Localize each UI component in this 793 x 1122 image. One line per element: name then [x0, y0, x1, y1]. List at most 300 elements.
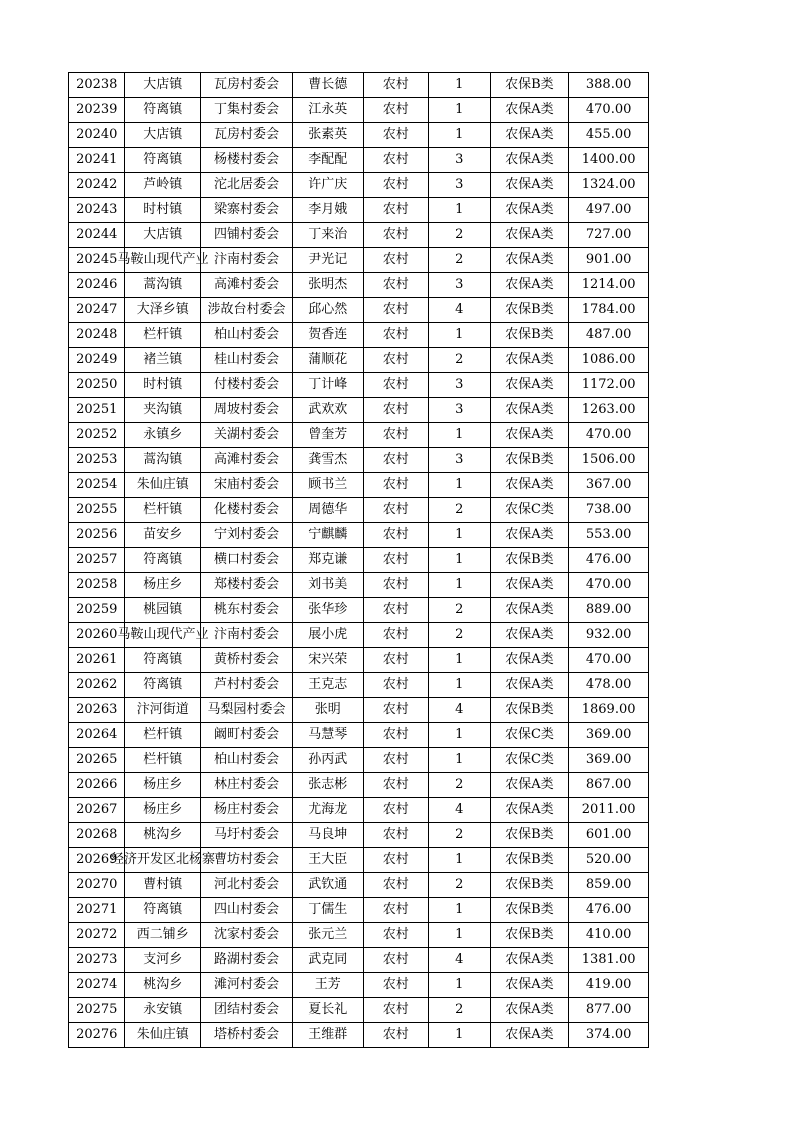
table-row [69, 373, 649, 398]
cell-village: 四铺村委会 [201, 223, 293, 248]
cell-category: 农保B类 [490, 448, 569, 473]
cell-id: 20268 [69, 823, 125, 848]
cell-village: 黄桥村委会 [201, 648, 293, 673]
cell-amount: 727.00 [569, 223, 649, 248]
cell-town: 朱仙庄镇 [125, 1023, 201, 1048]
cell-id: 20260 [69, 623, 125, 648]
cell-category: 农保A类 [490, 273, 569, 298]
cell-type: 农村 [363, 898, 429, 923]
cell-name: 张元兰 [292, 923, 363, 948]
cell-amount: 1381.00 [569, 948, 649, 973]
cell-amount: 1263.00 [569, 398, 649, 423]
table-row [69, 448, 649, 473]
cell-category: 农保A类 [490, 948, 569, 973]
cell-amount: 1324.00 [569, 173, 649, 198]
cell-name: 丁来治 [292, 223, 363, 248]
cell-amount: 374.00 [569, 1023, 649, 1048]
cell-town: 芦岭镇 [125, 173, 201, 198]
cell-name: 邱心然 [292, 298, 363, 323]
cell-town: 杨庄乡 [125, 798, 201, 823]
cell-count: 3 [429, 148, 491, 173]
cell-id: 20265 [69, 748, 125, 773]
cell-type: 农村 [363, 248, 429, 273]
cell-category: 农保A类 [490, 798, 569, 823]
cell-amount: 889.00 [569, 598, 649, 623]
cell-village: 涉故台村委会 [201, 298, 293, 323]
cell-count: 1 [429, 98, 491, 123]
cell-id: 20243 [69, 198, 125, 223]
cell-amount: 470.00 [569, 648, 649, 673]
table-row [69, 898, 649, 923]
cell-amount: 388.00 [569, 73, 649, 98]
cell-town: 夹沟镇 [125, 398, 201, 423]
cell-village: 桂山村委会 [201, 348, 293, 373]
cell-count: 1 [429, 673, 491, 698]
cell-name: 王大臣 [292, 848, 363, 873]
cell-amount: 2011.00 [569, 798, 649, 823]
cell-type: 农村 [363, 623, 429, 648]
cell-name: 宁麒麟 [292, 523, 363, 548]
cell-name: 宋兴荣 [292, 648, 363, 673]
table-row [69, 648, 649, 673]
table-row [69, 873, 649, 898]
cell-town: 汴河街道 [125, 698, 201, 723]
cell-category: 农保A类 [490, 473, 569, 498]
cell-name: 李月娥 [292, 198, 363, 223]
cell-village: 瓦房村委会 [201, 123, 293, 148]
cell-town: 朱仙庄镇 [125, 473, 201, 498]
cell-amount: 487.00 [569, 323, 649, 348]
table-row [69, 98, 649, 123]
table-row [69, 473, 649, 498]
cell-name: 马良坤 [292, 823, 363, 848]
cell-name: 曾奎芳 [292, 423, 363, 448]
cell-name: 张志彬 [292, 773, 363, 798]
cell-name: 武克同 [292, 948, 363, 973]
cell-id: 20258 [69, 573, 125, 598]
table-row [69, 348, 649, 373]
cell-name: 孙丙武 [292, 748, 363, 773]
cell-village: 关湖村委会 [201, 423, 293, 448]
cell-town: 桃沟乡 [125, 973, 201, 998]
cell-amount: 476.00 [569, 898, 649, 923]
cell-type: 农村 [363, 723, 429, 748]
table-row [69, 623, 649, 648]
cell-type: 农村 [363, 98, 429, 123]
cell-name: 展小虎 [292, 623, 363, 648]
cell-id: 20259 [69, 598, 125, 623]
cell-town: 桃园镇 [125, 598, 201, 623]
cell-type: 农村 [363, 573, 429, 598]
cell-id: 20244 [69, 223, 125, 248]
cell-count: 1 [429, 123, 491, 148]
cell-type: 农村 [363, 548, 429, 573]
cell-type: 农村 [363, 673, 429, 698]
cell-name: 郑克谦 [292, 548, 363, 573]
cell-id: 20267 [69, 798, 125, 823]
cell-count: 1 [429, 523, 491, 548]
cell-id: 20255 [69, 498, 125, 523]
table-row [69, 823, 649, 848]
cell-id: 20271 [69, 898, 125, 923]
cell-category: 农保A类 [490, 573, 569, 598]
cell-type: 农村 [363, 73, 429, 98]
cell-town: 符离镇 [125, 898, 201, 923]
cell-count: 4 [429, 948, 491, 973]
cell-type: 农村 [363, 748, 429, 773]
cell-id: 20253 [69, 448, 125, 473]
cell-count: 4 [429, 798, 491, 823]
cell-id: 20262 [69, 673, 125, 698]
cell-name: 王克志 [292, 673, 363, 698]
cell-count: 4 [429, 698, 491, 723]
cell-count: 1 [429, 648, 491, 673]
cell-category: 农保A类 [490, 348, 569, 373]
cell-count: 1 [429, 323, 491, 348]
cell-count: 3 [429, 448, 491, 473]
cell-type: 农村 [363, 923, 429, 948]
cell-village: 马圩村委会 [201, 823, 293, 848]
cell-village: 梁寨村委会 [201, 198, 293, 223]
cell-category: 农保A类 [490, 248, 569, 273]
cell-village: 柏山村委会 [201, 323, 293, 348]
cell-town: 大泽乡镇 [125, 298, 201, 323]
cell-type: 农村 [363, 323, 429, 348]
cell-category: 农保A类 [490, 998, 569, 1023]
cell-town: 时村镇 [125, 373, 201, 398]
cell-amount: 455.00 [569, 123, 649, 148]
cell-id: 20238 [69, 73, 125, 98]
cell-name: 张明杰 [292, 273, 363, 298]
cell-category: 农保A类 [490, 98, 569, 123]
cell-category: 农保A类 [490, 423, 569, 448]
cell-type: 农村 [363, 298, 429, 323]
cell-village: 团结村委会 [201, 998, 293, 1023]
cell-id: 20248 [69, 323, 125, 348]
cell-name: 尹光记 [292, 248, 363, 273]
cell-count: 3 [429, 173, 491, 198]
cell-count: 2 [429, 348, 491, 373]
cell-name: 丁儒生 [292, 898, 363, 923]
cell-id: 20254 [69, 473, 125, 498]
cell-type: 农村 [363, 498, 429, 523]
table-row [69, 198, 649, 223]
cell-amount: 1506.00 [569, 448, 649, 473]
cell-type: 农村 [363, 423, 429, 448]
cell-type: 农村 [363, 798, 429, 823]
cell-village: 郑楼村委会 [201, 573, 293, 598]
cell-type: 农村 [363, 223, 429, 248]
cell-amount: 419.00 [569, 973, 649, 998]
cell-town: 杨庄乡 [125, 573, 201, 598]
cell-amount: 470.00 [569, 573, 649, 598]
cell-count: 2 [429, 598, 491, 623]
cell-town: 西二铺乡 [125, 923, 201, 948]
cell-id: 20270 [69, 873, 125, 898]
cell-town: 马鞍山现代产业 [125, 248, 201, 273]
table-row [69, 548, 649, 573]
cell-category: 农保B类 [490, 548, 569, 573]
cell-amount: 478.00 [569, 673, 649, 698]
cell-amount: 369.00 [569, 723, 649, 748]
cell-village: 沈家村委会 [201, 923, 293, 948]
table-row [69, 498, 649, 523]
cell-village: 芦村村委会 [201, 673, 293, 698]
cell-category: 农保B类 [490, 73, 569, 98]
cell-category: 农保B类 [490, 298, 569, 323]
cell-name: 张明 [292, 698, 363, 723]
cell-count: 3 [429, 398, 491, 423]
cell-count: 2 [429, 498, 491, 523]
cell-name: 武钦通 [292, 873, 363, 898]
cell-amount: 601.00 [569, 823, 649, 848]
cell-name: 王维群 [292, 1023, 363, 1048]
cell-name: 王芳 [292, 973, 363, 998]
cell-amount: 877.00 [569, 998, 649, 1023]
cell-village: 阚町村委会 [201, 723, 293, 748]
cell-amount: 738.00 [569, 498, 649, 523]
cell-town: 符离镇 [125, 548, 201, 573]
table-row [69, 948, 649, 973]
cell-category: 农保C类 [490, 723, 569, 748]
table-row [69, 598, 649, 623]
cell-type: 农村 [363, 948, 429, 973]
cell-type: 农村 [363, 973, 429, 998]
cell-id: 20273 [69, 948, 125, 973]
cell-town: 大店镇 [125, 123, 201, 148]
cell-village: 河北村委会 [201, 873, 293, 898]
cell-type: 农村 [363, 823, 429, 848]
cell-type: 农村 [363, 998, 429, 1023]
cell-town: 永安镇 [125, 998, 201, 1023]
cell-type: 农村 [363, 473, 429, 498]
cell-town: 褚兰镇 [125, 348, 201, 373]
cell-town: 永镇乡 [125, 423, 201, 448]
cell-name: 许广庆 [292, 173, 363, 198]
cell-amount: 476.00 [569, 548, 649, 573]
table-row [69, 723, 649, 748]
cell-amount: 1214.00 [569, 273, 649, 298]
cell-category: 农保B类 [490, 923, 569, 948]
cell-count: 1 [429, 923, 491, 948]
cell-id: 20275 [69, 998, 125, 1023]
cell-id: 20247 [69, 298, 125, 323]
cell-town: 栏杆镇 [125, 323, 201, 348]
cell-village: 丁集村委会 [201, 98, 293, 123]
cell-count: 1 [429, 423, 491, 448]
cell-type: 农村 [363, 1023, 429, 1048]
cell-id: 20264 [69, 723, 125, 748]
table-row [69, 523, 649, 548]
cell-category: 农保A类 [490, 148, 569, 173]
cell-category: 农保B类 [490, 873, 569, 898]
cell-category: 农保A类 [490, 598, 569, 623]
cell-category: 农保B类 [490, 698, 569, 723]
table-row [69, 773, 649, 798]
cell-type: 农村 [363, 348, 429, 373]
cell-village: 宁刘村委会 [201, 523, 293, 548]
cell-name: 曹长德 [292, 73, 363, 98]
cell-count: 2 [429, 223, 491, 248]
cell-id: 20251 [69, 398, 125, 423]
cell-amount: 867.00 [569, 773, 649, 798]
cell-village: 塔桥村委会 [201, 1023, 293, 1048]
cell-count: 1 [429, 748, 491, 773]
cell-id: 20252 [69, 423, 125, 448]
cell-village: 四山村委会 [201, 898, 293, 923]
cell-name: 刘书美 [292, 573, 363, 598]
data-table [68, 72, 649, 1048]
cell-id: 20246 [69, 273, 125, 298]
cell-amount: 470.00 [569, 423, 649, 448]
cell-category: 农保A类 [490, 623, 569, 648]
cell-category: 农保A类 [490, 198, 569, 223]
cell-id: 20272 [69, 923, 125, 948]
cell-town: 符离镇 [125, 648, 201, 673]
cell-type: 农村 [363, 148, 429, 173]
cell-village: 横口村委会 [201, 548, 293, 573]
cell-category: 农保C类 [490, 498, 569, 523]
cell-count: 1 [429, 73, 491, 98]
cell-amount: 1172.00 [569, 373, 649, 398]
cell-category: 农保A类 [490, 523, 569, 548]
cell-village: 周坡村委会 [201, 398, 293, 423]
cell-count: 1 [429, 723, 491, 748]
cell-town: 蒿沟镇 [125, 448, 201, 473]
cell-id: 20242 [69, 173, 125, 198]
cell-amount: 367.00 [569, 473, 649, 498]
cell-id: 20274 [69, 973, 125, 998]
cell-town: 符离镇 [125, 98, 201, 123]
cell-town: 大店镇 [125, 73, 201, 98]
cell-count: 3 [429, 373, 491, 398]
cell-village: 杨庄村委会 [201, 798, 293, 823]
cell-town: 时村镇 [125, 198, 201, 223]
cell-category: 农保B类 [490, 823, 569, 848]
cell-village: 宋庙村委会 [201, 473, 293, 498]
table-row [69, 798, 649, 823]
cell-id: 20250 [69, 373, 125, 398]
cell-id: 20276 [69, 1023, 125, 1048]
table-row [69, 423, 649, 448]
cell-town: 杨庄乡 [125, 773, 201, 798]
table-row [69, 848, 649, 873]
cell-id: 20269 [69, 848, 125, 873]
cell-name: 周德华 [292, 498, 363, 523]
cell-amount: 553.00 [569, 523, 649, 548]
cell-town: 曹村镇 [125, 873, 201, 898]
table-row [69, 673, 649, 698]
cell-category: 农保A类 [490, 648, 569, 673]
cell-id: 20256 [69, 523, 125, 548]
cell-village: 高滩村委会 [201, 273, 293, 298]
cell-amount: 470.00 [569, 98, 649, 123]
cell-count: 1 [429, 848, 491, 873]
cell-town: 苗安乡 [125, 523, 201, 548]
cell-count: 1 [429, 973, 491, 998]
table-row [69, 1023, 649, 1048]
cell-count: 4 [429, 298, 491, 323]
table-row [69, 73, 649, 98]
cell-category: 农保B类 [490, 848, 569, 873]
cell-type: 农村 [363, 123, 429, 148]
cell-village: 化楼村委会 [201, 498, 293, 523]
cell-type: 农村 [363, 198, 429, 223]
cell-id: 20257 [69, 548, 125, 573]
cell-name: 丁计峰 [292, 373, 363, 398]
cell-count: 2 [429, 773, 491, 798]
cell-count: 3 [429, 273, 491, 298]
cell-town: 支河乡 [125, 948, 201, 973]
cell-id: 20249 [69, 348, 125, 373]
table-row [69, 998, 649, 1023]
cell-category: 农保A类 [490, 973, 569, 998]
cell-type: 农村 [363, 648, 429, 673]
cell-count: 1 [429, 198, 491, 223]
cell-town: 马鞍山现代产业 [125, 623, 201, 648]
cell-name: 夏长礼 [292, 998, 363, 1023]
cell-village: 沱北居委会 [201, 173, 293, 198]
table-row [69, 398, 649, 423]
cell-category: 农保C类 [490, 748, 569, 773]
cell-name: 尤海龙 [292, 798, 363, 823]
cell-village: 曹坊村委会 [201, 848, 293, 873]
cell-name: 贺香连 [292, 323, 363, 348]
cell-count: 1 [429, 898, 491, 923]
cell-category: 农保A类 [490, 223, 569, 248]
cell-count: 1 [429, 548, 491, 573]
cell-amount: 932.00 [569, 623, 649, 648]
cell-name: 蒲顺花 [292, 348, 363, 373]
table-row [69, 248, 649, 273]
cell-name: 顾书兰 [292, 473, 363, 498]
cell-town: 经济开发区北杨寨 [125, 848, 201, 873]
cell-id: 20266 [69, 773, 125, 798]
cell-count: 1 [429, 573, 491, 598]
cell-village: 汴南村委会 [201, 623, 293, 648]
cell-category: 农保B类 [490, 898, 569, 923]
cell-amount: 497.00 [569, 198, 649, 223]
cell-category: 农保B类 [490, 323, 569, 348]
table-row [69, 298, 649, 323]
cell-id: 20239 [69, 98, 125, 123]
cell-town: 符离镇 [125, 673, 201, 698]
cell-type: 农村 [363, 273, 429, 298]
cell-town: 桃沟乡 [125, 823, 201, 848]
cell-category: 农保A类 [490, 673, 569, 698]
table-row [69, 973, 649, 998]
cell-count: 1 [429, 1023, 491, 1048]
cell-town: 栏杆镇 [125, 498, 201, 523]
cell-count: 2 [429, 998, 491, 1023]
cell-amount: 901.00 [569, 248, 649, 273]
cell-amount: 369.00 [569, 748, 649, 773]
cell-id: 20263 [69, 698, 125, 723]
cell-amount: 1400.00 [569, 148, 649, 173]
cell-village: 路湖村委会 [201, 948, 293, 973]
cell-village: 汴南村委会 [201, 248, 293, 273]
cell-amount: 1086.00 [569, 348, 649, 373]
cell-count: 1 [429, 473, 491, 498]
cell-amount: 520.00 [569, 848, 649, 873]
cell-category: 农保A类 [490, 1023, 569, 1048]
cell-type: 农村 [363, 598, 429, 623]
cell-category: 农保A类 [490, 173, 569, 198]
table-row [69, 748, 649, 773]
cell-name: 张华珍 [292, 598, 363, 623]
cell-village: 滩河村委会 [201, 973, 293, 998]
table-row [69, 223, 649, 248]
